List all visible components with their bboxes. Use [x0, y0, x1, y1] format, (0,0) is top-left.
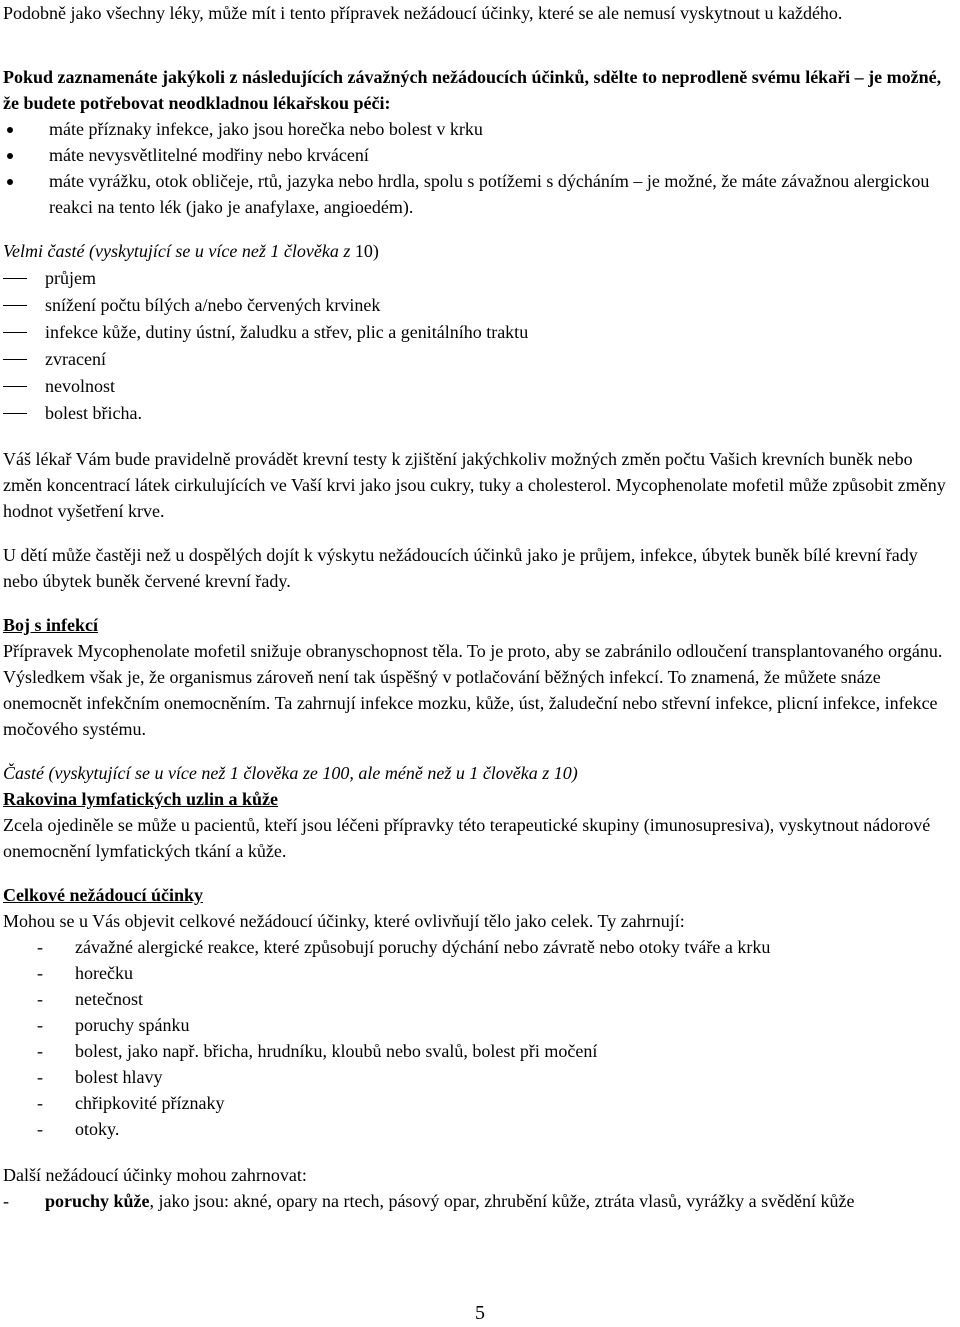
list-item: bolest břicha. [3, 400, 955, 426]
dash-icon [3, 278, 27, 279]
other-effects-intro: Další nežádoucí účinky mohou zahrnovat: [3, 1165, 307, 1185]
list-item: snížení počtu bílých a/nebo červených krvinek [3, 292, 955, 318]
list-item: - netečnost [37, 989, 143, 1009]
dash-icon [3, 413, 27, 414]
list-item: - poruchy spánku [37, 1015, 190, 1035]
dash-icon [3, 305, 27, 306]
list-item: - bolest hlavy [37, 1067, 163, 1087]
serious-effects-list [7, 116, 955, 220]
document-page [3, 0, 955, 1214]
list-item: máte nevysvětlitelné modřiny nebo krvácení [7, 142, 955, 168]
list-item: - poruchy kůže, jako jsou: akné, opary na rtech, pásový opar, zhrubění kůže, ztráta vlasů, vyrážky a svědění kůže [3, 1191, 855, 1211]
common-label: Časté (vyskytující se u více než 1 člověka ze 100, ale méně než u 1 člověka z 10) [3, 763, 578, 783]
lymph-cancer-heading: Rakovina lymfatických uzlin a kůže [3, 789, 279, 809]
list-item: - otoky. [37, 1119, 120, 1139]
general-effects-heading: Celkové nežádoucí účinky [3, 885, 204, 905]
general-effects-intro: Mohou se u Vás objevit celkové nežádoucí účinky, které ovlivňují tělo jako celek. Ty zahrnují: [3, 911, 685, 931]
very-common-list [3, 265, 955, 426]
list-item: máte příznaky infekce, jako jsou horečka nebo bolest v krku [7, 116, 955, 142]
list-item: zvracení [3, 346, 955, 372]
lymph-cancer-paragraph: Zcela ojediněle se může u pacientů, kteří jsou léčeni přípravky této terapeutické skupiny (imunosupresiva), vyskytnout nádorové onemocnění lymfatických tkání a kůže. [3, 815, 931, 861]
infections-heading: Boj s infekcí [3, 615, 99, 635]
general-effects-list [3, 934, 955, 1142]
page-number: 5 [475, 1302, 485, 1324]
dash-icon [3, 332, 27, 333]
list-item: - horečku [37, 963, 133, 983]
blood-tests-paragraph: Váš lékař Vám bude pravidelně provádět krevní testy k zjištění jakýchkoliv možných změn počtu Vašich krevních buněk nebo změn koncentrací látek cirkulujících ve Vaší krvi jako jsou cukry, tuky a cholesterol. Mycophenolate mofetil může způsobit změny hodnot vyšetření krve. [3, 449, 946, 521]
list-item: průjem [3, 265, 955, 291]
other-effects-list [3, 1188, 955, 1214]
list-item: máte vyrážku, otok obličeje, rtů, jazyka nebo hrdla, spolu s potížemi s dýcháním – je možné, že máte závažnou alergickou reakci na tento lék (jako je anafylaxe, angioedém). [7, 168, 955, 220]
list-item: infekce kůže, dutiny ústní, žaludku a střev, plic a genitálního traktu [3, 319, 955, 345]
bullet-icon [7, 153, 13, 159]
dash-icon [3, 386, 27, 387]
dash-icon [3, 359, 27, 360]
bullet-icon [7, 179, 13, 185]
list-item: - bolest, jako např. břicha, hrudníku, kloubů nebo svalů, bolest při močení [37, 1041, 598, 1061]
intro-paragraph: Podobně jako všechny léky, může mít i tento přípravek nežádoucí účinky, které se ale nemusí vyskytnout u každého. [3, 3, 843, 23]
children-paragraph: U dětí může častěji než u dospělých dojít k výskytu nežádoucích účinků jako je průjem, infekce, úbytek buněk bílé krevní řady nebo úbytek buněk červené krevní řady. [3, 545, 918, 591]
bullet-icon [7, 127, 13, 133]
very-common-label: Velmi časté (vyskytující se u více než 1 člověka z 10) [3, 241, 379, 261]
list-item: - chřipkovité příznaky [37, 1093, 225, 1113]
infections-paragraph: Přípravek Mycophenolate mofetil snižuje obranyschopnost těla. To je proto, aby se zabránilo odloučení transplantovaného orgánu. Výsledkem však je, že organismus zároveň není tak úspěšný v potlačování běžných infekcí. To znamená, že můžete snáze onemocnět infekčním onemocněním. Ta zahrnují infekce mozku, kůže, úst, žaludeční nebo střevní infekce, plicní infekce, infekce močového systému. [3, 641, 943, 739]
list-item: nevolnost [3, 373, 955, 399]
serious-effects-heading: Pokud zaznamenáte jakýkoli z následujících závažných nežádoucích účinků, sdělte to neprodleně svému lékaři – je možné, že budete potřebovat neodkladnou lékařskou péči: [3, 67, 942, 113]
list-item: - závažné alergické reakce, které způsobují poruchy dýchání nebo závratě nebo otoky tváře a krku [37, 937, 771, 957]
